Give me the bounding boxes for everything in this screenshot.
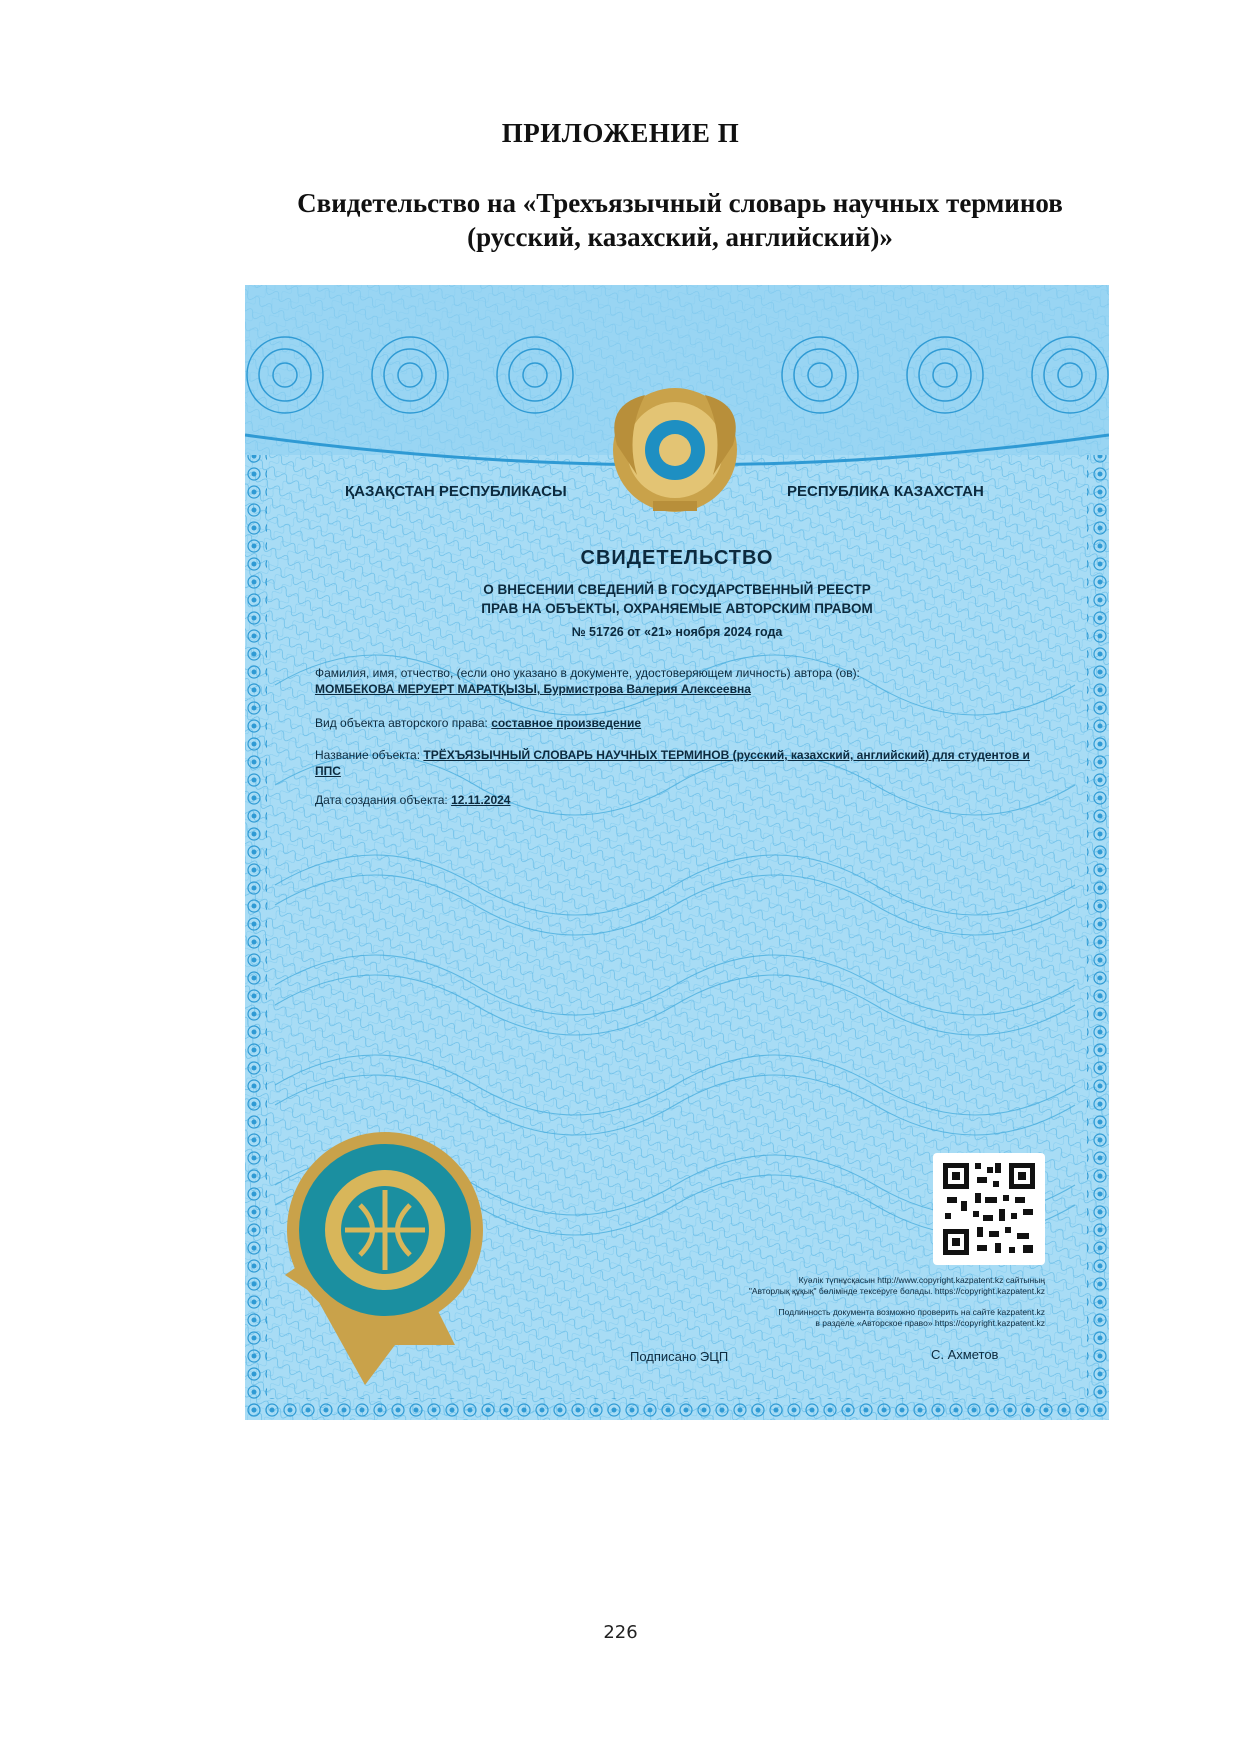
signed-label: Подписано ЭЦП xyxy=(630,1349,729,1364)
certificate-image xyxy=(245,285,1109,1420)
object-type-value: составное произведение xyxy=(491,716,641,730)
verification-note-russian-line-2: в разделе «Авторское право» https://copyright.kazpatent.kz xyxy=(815,1318,1045,1328)
signer-name: С. Ахметов xyxy=(931,1347,999,1362)
object-name-field xyxy=(315,747,1055,779)
subtitle-line-1: О ВНЕСЕНИИ СВЕДЕНИЙ В ГОСУДАРСТВЕННЫЙ РЕЕСТР xyxy=(483,582,871,597)
appendix-title: ПРИЛОЖЕНИЕ П xyxy=(501,118,740,148)
object-name-value: ТРЁХЪЯЗЫЧНЫЙ СЛОВАРЬ НАУЧНЫХ ТЕРМИНОВ (русский, казахский, английский) для студентов и ППС xyxy=(315,748,1030,778)
certificate-number: № 51726 от «21» ноября 2024 года xyxy=(571,625,783,639)
authors-field xyxy=(315,665,1055,697)
certificate-title: СВИДЕТЕЛЬСТВО xyxy=(580,547,774,569)
verification-note-kazakh xyxy=(625,1275,1045,1297)
verification-note-kazakh-line-1: Куәлік түпнұсқасын http://www.copyright.kazpatent.kz сайтының xyxy=(798,1275,1045,1285)
authors-label: Фамилия, имя, отчество, (если оно указано в документе, удостоверяющем личность) автора (ов): xyxy=(315,666,860,680)
header-russian: РЕСПУБЛИКА КАЗАХСТАН xyxy=(787,483,984,500)
document-title xyxy=(230,186,1130,254)
state-emblem-icon xyxy=(613,388,737,512)
creation-date-value: 12.11.2024 xyxy=(451,793,511,807)
authors-value: МОМБЕКОВА МЕРУЕРТ МАРАТҚЫЗЫ, Бурмистрова Валерия Алексеевна xyxy=(315,682,751,696)
certificate-subtitle xyxy=(245,580,1109,618)
creation-date-label: Дата создания объекта: xyxy=(315,793,448,807)
subtitle-line-2: ПРАВ НА ОБЪЕКТЫ, ОХРАНЯЕМЫЕ АВТОРСКИМ ПРАВОМ xyxy=(481,601,873,616)
object-type-field xyxy=(315,715,1055,731)
header-kazakh: ҚАЗАҚСТАН РЕСПУБЛИКАСЫ xyxy=(345,483,567,500)
object-type-label: Вид объекта авторского права: xyxy=(315,716,488,730)
document-title-line-1: Свидетельство на «Трехъязычный словарь научных терминов xyxy=(297,188,1063,218)
object-name-label: Название объекта: xyxy=(315,748,421,762)
verification-note-kazakh-line-2: "Авторлық құқық" бөлімінде тексеруге болады. https://copyright.kazpatent.kz xyxy=(748,1286,1045,1296)
qr-code-icon xyxy=(933,1153,1045,1265)
verification-note-russian xyxy=(625,1307,1045,1329)
verification-note-russian-line-1: Подлинность документа возможно проверить на сайте kazpatent.kz xyxy=(778,1307,1045,1317)
page-number: 226 xyxy=(603,1622,638,1643)
creation-date-field xyxy=(315,792,1055,808)
document-title-line-2: (русский, казахский, английский)» xyxy=(467,222,893,252)
